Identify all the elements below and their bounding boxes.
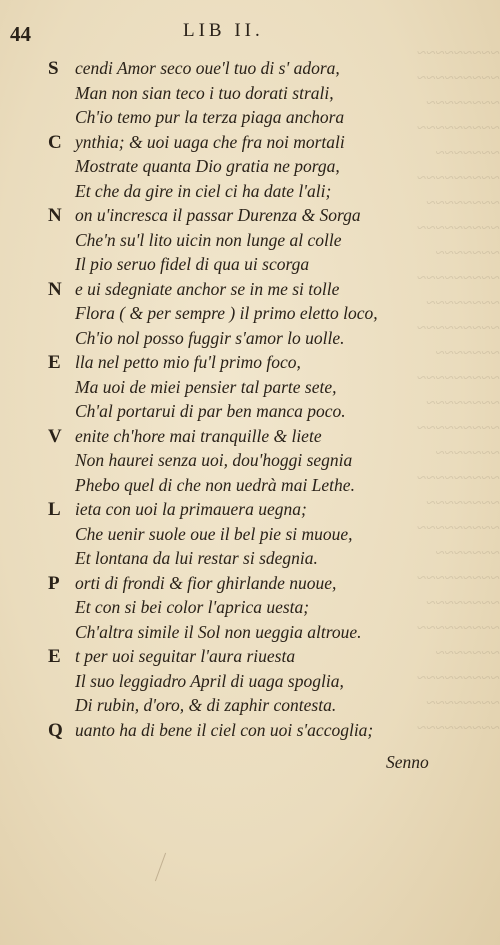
poem-line-text: Et lontana da lui restar si sdegnia. (75, 548, 318, 568)
poem-line-text: e ui sdegniate anchor se in me si tolle (75, 278, 340, 299)
poem-line (48, 497, 448, 522)
poem-line (48, 595, 448, 620)
poem-line (48, 105, 448, 130)
poem-line (48, 448, 448, 473)
poem-line-text: Che'n su'l lito uicin non lunge al colle (75, 229, 342, 250)
stanza-initial: V (48, 425, 62, 447)
poem-line (48, 252, 448, 277)
stanza-initial: P (48, 572, 60, 594)
poem-line (48, 228, 448, 253)
poem-line (48, 56, 448, 81)
show-through-text: ~~~~~~~~~ ~~~~~~~~~ ~~~~~~~~ ~~~~~~~~~ ~~~~~~~ ~~~~~~~~~ ~~~~~~~~ ~~~~~~~~~ ~~~~~~~ ~~~~~~~~~ ~~~~~~~~ ~~~~~~~~~ ~~~~~~~ ~~~~~~~~~ ~~~~~~~~ ~~~~~~~~~ ~~~~~~~ ~~~~~~~~~ ~~~~~~~~ ~~~~~~~~~ ~~~~~~~ ~~~~~~~~~ ~~~~~~~~ ~~~~~~~~~ ~~~~~~~ ~~~~~~~~~ ~~~~~~~~ ~~~~~~~~~ (417, 43, 500, 737)
stanza-initial: L (48, 499, 61, 520)
poem-line (48, 301, 448, 326)
poem-line (48, 179, 448, 204)
poem-line (48, 350, 448, 375)
poem-line (48, 693, 448, 718)
poem-line-text: Phebo quel di che non uedrà mai Lethe. (75, 474, 355, 495)
poem-line-text: ynthia; & uoi uaga che fra noi mortali (75, 131, 345, 152)
poem-line (48, 399, 448, 424)
poem-line-text: Mostrate quanta Dio gratia ne porga, (75, 156, 340, 176)
poem-line-text: Il suo leggiadro April di uaga spoglia, (75, 670, 344, 691)
poem-line-text: Ch'io temo pur la terza piaga anchora (75, 107, 345, 127)
poem-line-text: Che uenir suole oue il bel pie si muoue, (75, 523, 353, 544)
poem-line-text: Ch'io nol posso fuggir s'amor lo uolle. (75, 327, 345, 348)
poem-line-text: Flora ( & per sempre ) il primo eletto loco, (75, 303, 378, 323)
poem-line-text: Et con si bei color l'aprica uesta; (75, 597, 310, 617)
poem-line-text: cendi Amor seco oue'l tuo di s' adora, (75, 58, 340, 78)
poem-line (48, 571, 448, 596)
poem-line-text: ieta con uoi la primauera uegna; (75, 499, 307, 519)
poem-line-text: Et che da gire in ciel ci ha date l'ali; (75, 180, 332, 201)
poem-line (48, 522, 448, 547)
stanza-initial: C (48, 131, 62, 153)
stanza-initial: Q (48, 719, 63, 741)
catchword: Senno (386, 752, 429, 772)
stanza-initial: N (48, 278, 62, 300)
stanza-initial: E (48, 646, 61, 667)
poem-line (48, 375, 448, 400)
stanza-initial: E (48, 352, 61, 373)
poem-line-text: Di rubin, d'oro, & di zaphir contesta. (75, 695, 337, 715)
stanza-initial: N (48, 205, 62, 226)
poem-body (48, 56, 448, 742)
paper-mark (155, 853, 166, 882)
poem-line-text: t per uoi seguitar l'aura riuesta (75, 646, 296, 666)
poem-line-text: Ch'altra simile il Sol non ueggia altroue. (75, 621, 362, 642)
page-number: 44 (10, 22, 31, 46)
stanza-initial: S (48, 58, 59, 79)
poem-line-text: enite ch'hore mai tranquille & liete (75, 425, 322, 446)
poem-line (48, 718, 448, 743)
poem-line-text: Ch'al portarui di par ben manca poco. (75, 401, 346, 421)
poem-line-text: orti di frondi & fior ghirlande nuoue, (75, 572, 337, 593)
poem-line (48, 644, 448, 669)
poem-line (48, 203, 448, 228)
poem-line (48, 154, 448, 179)
running-head: LIB II. (183, 20, 264, 41)
poem-line (48, 424, 448, 449)
poem-line (48, 473, 448, 498)
poem-line (48, 546, 448, 571)
poem-line-text: Non haurei senza uoi, dou'hoggi segnia (75, 450, 353, 470)
poem-line (48, 81, 448, 106)
poem-line-text: Man non sian teco i tuo dorati strali, (75, 82, 334, 103)
poem-line (48, 669, 448, 694)
poem-line-text: Il pio seruo fidel di qua ui scorga (75, 254, 310, 274)
poem-line-text: Ma uoi de miei pensier tal parte sete, (75, 376, 337, 397)
poem-line (48, 620, 448, 645)
poem-line-text: uanto ha di bene il ciel con uoi s'accoglia; (75, 719, 374, 740)
poem-line (48, 326, 448, 351)
poem-line-text: lla nel petto mio fu'l primo foco, (75, 352, 301, 372)
poem-line-text: on u'incresca il passar Durenza & Sorga (75, 205, 361, 225)
poem-line (48, 130, 448, 155)
poem-line (48, 277, 448, 302)
